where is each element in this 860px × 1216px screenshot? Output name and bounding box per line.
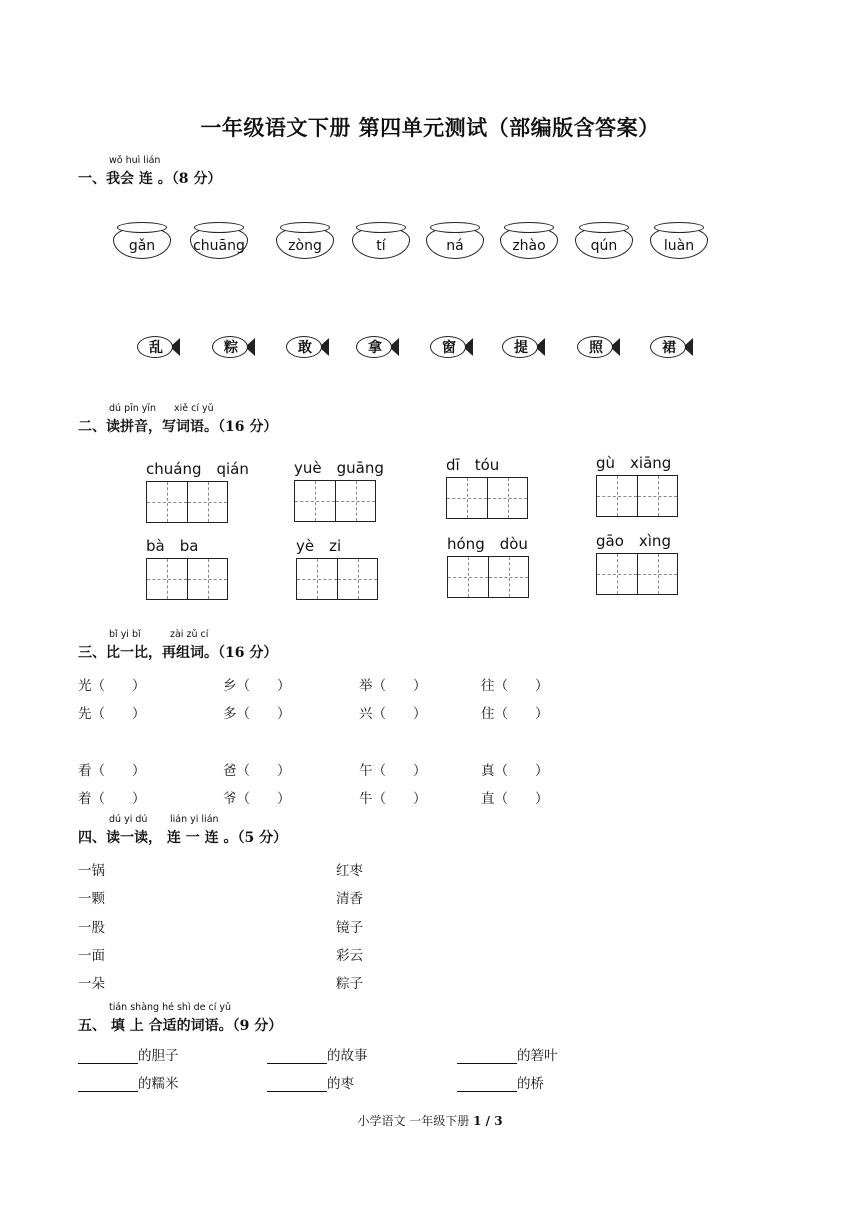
pot-pinyin: tí bbox=[376, 238, 386, 254]
pot-pinyin: ná bbox=[446, 238, 464, 254]
pinyin-label bbox=[146, 537, 198, 555]
writing-cell[interactable] bbox=[147, 559, 187, 599]
fill-item bbox=[267, 1044, 368, 1064]
guide-line-vertical bbox=[356, 481, 357, 521]
compare-item[interactable]: 多（ ） bbox=[223, 706, 291, 722]
fish-card[interactable] bbox=[210, 333, 256, 361]
pinyin-syllable: yuè bbox=[294, 459, 322, 477]
writing-grid bbox=[296, 558, 378, 600]
guide-line-vertical bbox=[317, 559, 318, 599]
writing-cell[interactable] bbox=[448, 557, 488, 597]
pinyin-label bbox=[596, 532, 671, 550]
pinyin-label bbox=[596, 454, 671, 472]
compare-item[interactable]: 先（ ） bbox=[78, 706, 146, 722]
pinyin-label bbox=[294, 459, 384, 477]
section-4-label: 四、读一读， 连 一 连 。（5 分） bbox=[78, 830, 288, 846]
guide-line-vertical bbox=[208, 559, 209, 599]
fill-blank[interactable] bbox=[78, 1049, 138, 1064]
footer-page: 1 / 3 bbox=[473, 1114, 503, 1128]
guide-line-vertical bbox=[167, 482, 168, 522]
section-5-label: 五、 填 上 合适的词语。（9 分） bbox=[78, 1018, 283, 1034]
guide-line-vertical bbox=[509, 557, 510, 597]
pinyin-syllable: gù bbox=[596, 454, 616, 472]
pot-rim bbox=[117, 222, 167, 233]
pinyin-syllable: qián bbox=[216, 460, 249, 478]
pinyin-syllable: ba bbox=[179, 537, 199, 555]
fish-card[interactable] bbox=[575, 333, 621, 361]
writing-cell[interactable] bbox=[295, 481, 335, 521]
match-right-item[interactable]: 粽子 bbox=[336, 976, 363, 992]
writing-grid bbox=[146, 481, 228, 523]
compare-item[interactable]: 直（ ） bbox=[481, 791, 549, 807]
fish-character: 窗 bbox=[442, 340, 456, 356]
pot-card[interactable] bbox=[426, 222, 484, 264]
pinyin-syllable: guāng bbox=[336, 459, 384, 477]
writing-grid bbox=[447, 556, 529, 598]
compare-item[interactable]: 举（ ） bbox=[359, 678, 427, 694]
section-3-pinyin-2: zài zǔ cí bbox=[170, 629, 209, 640]
guide-line-vertical bbox=[658, 554, 659, 594]
pot-pinyin: zòng bbox=[288, 238, 322, 254]
fill-blank[interactable] bbox=[457, 1077, 517, 1092]
page-title: 一年级语文下册 第四单元测试（部编版含答案） bbox=[200, 116, 660, 140]
pinyin-syllable: xìng bbox=[638, 532, 671, 550]
fill-blank[interactable] bbox=[267, 1049, 327, 1064]
fill-item bbox=[78, 1072, 179, 1092]
compare-item[interactable]: 爸（ ） bbox=[223, 763, 291, 779]
match-left-item[interactable]: 一锅 bbox=[78, 863, 105, 879]
fish-card[interactable] bbox=[135, 333, 181, 361]
match-right-item[interactable]: 清香 bbox=[336, 891, 363, 907]
section-1-label: 一、我会 连 。（8 分） bbox=[78, 171, 222, 187]
pot-pinyin: zhào bbox=[512, 238, 546, 254]
fish-character: 提 bbox=[514, 340, 528, 356]
fill-item bbox=[267, 1072, 354, 1092]
section-2-pinyin-2: xiě cí yǔ bbox=[174, 403, 214, 414]
pot-card[interactable] bbox=[190, 222, 248, 264]
guide-line-vertical bbox=[508, 478, 509, 518]
fish-card[interactable] bbox=[284, 333, 330, 361]
writing-cell[interactable] bbox=[597, 476, 637, 516]
fish-character: 照 bbox=[589, 340, 603, 356]
fill-blank[interactable] bbox=[78, 1077, 138, 1092]
guide-line-vertical bbox=[617, 476, 618, 516]
pinyin-syllable: bà bbox=[146, 537, 165, 555]
fill-text: 的胆子 bbox=[138, 1048, 179, 1064]
guide-line-vertical bbox=[358, 559, 359, 599]
section-5-pinyin: tián shàng hé shì de cí yǔ bbox=[109, 1002, 232, 1013]
section-2-pinyin-1: dú pīn yīn bbox=[109, 403, 157, 414]
compare-item[interactable]: 住（ ） bbox=[481, 706, 549, 722]
pinyin-syllable: yè bbox=[296, 537, 315, 555]
fill-blank[interactable] bbox=[457, 1049, 517, 1064]
writing-cell[interactable] bbox=[297, 559, 337, 599]
section-2-heading bbox=[78, 403, 278, 436]
compare-item[interactable]: 午（ ） bbox=[359, 763, 427, 779]
pinyin-syllable: dòu bbox=[499, 535, 528, 553]
pot-rim bbox=[430, 222, 480, 233]
section-4-heading bbox=[78, 814, 288, 847]
compare-item[interactable]: 爷（ ） bbox=[223, 791, 291, 807]
writing-cell[interactable] bbox=[337, 559, 377, 599]
compare-item[interactable]: 往（ ） bbox=[481, 678, 549, 694]
pot-pinyin: luàn bbox=[663, 238, 695, 254]
pot-rim bbox=[356, 222, 406, 233]
pot-pinyin: qún bbox=[590, 238, 618, 254]
fill-item bbox=[78, 1044, 179, 1064]
writing-cell[interactable] bbox=[637, 476, 677, 516]
pinyin-syllable: hóng bbox=[447, 535, 485, 553]
pot-card[interactable] bbox=[276, 222, 334, 264]
writing-cell[interactable] bbox=[488, 557, 528, 597]
match-right-item[interactable]: 红枣 bbox=[336, 863, 363, 879]
guide-line-vertical bbox=[208, 482, 209, 522]
fish-card[interactable] bbox=[428, 333, 474, 361]
pinyin-syllable: dī bbox=[446, 456, 460, 474]
pinyin-label bbox=[296, 537, 341, 555]
pinyin-label bbox=[446, 456, 499, 474]
guide-line-vertical bbox=[468, 557, 469, 597]
writing-grid bbox=[596, 475, 678, 517]
pot-card[interactable] bbox=[650, 222, 708, 264]
pot-pinyin: gǎn bbox=[128, 238, 156, 254]
pinyin-label bbox=[447, 535, 528, 553]
compare-item[interactable]: 着（ ） bbox=[78, 791, 146, 807]
pot-card[interactable] bbox=[575, 222, 633, 264]
compare-item[interactable]: 光（ ） bbox=[78, 678, 146, 694]
pot-rim bbox=[579, 222, 629, 233]
compare-item[interactable]: 兴（ ） bbox=[359, 706, 427, 722]
pinyin-syllable: chuáng bbox=[146, 460, 202, 478]
match-right-item[interactable]: 镜子 bbox=[336, 920, 363, 936]
compare-item[interactable]: 看（ ） bbox=[78, 763, 146, 779]
pot-card[interactable] bbox=[113, 222, 171, 264]
section-1-pinyin: wǒ huì lián bbox=[109, 155, 161, 166]
compare-item[interactable]: 乡（ ） bbox=[223, 678, 291, 694]
section-3-pinyin-1: bǐ yi bǐ bbox=[109, 629, 141, 640]
page-footer bbox=[0, 1112, 860, 1129]
guide-line-vertical bbox=[617, 554, 618, 594]
writing-cell[interactable] bbox=[147, 482, 187, 522]
writing-grid bbox=[446, 477, 528, 519]
pinyin-label bbox=[146, 460, 249, 478]
section-2-label: 二、读拼音，写词语。（16 分） bbox=[78, 419, 278, 435]
match-left-item[interactable]: 一颗 bbox=[78, 891, 105, 907]
fish-card[interactable] bbox=[648, 333, 694, 361]
pot-rim bbox=[194, 222, 244, 233]
writing-cell[interactable] bbox=[447, 478, 487, 518]
guide-line-vertical bbox=[167, 559, 168, 599]
pot-card[interactable] bbox=[500, 222, 558, 264]
match-left-item[interactable]: 一面 bbox=[78, 948, 105, 964]
writing-grid bbox=[146, 558, 228, 600]
pinyin-syllable: xiāng bbox=[630, 454, 672, 472]
writing-cell[interactable] bbox=[335, 481, 375, 521]
section-3-label: 三、比一比，再组词。（16 分） bbox=[78, 645, 278, 661]
guide-line-vertical bbox=[467, 478, 468, 518]
fill-text: 的箬叶 bbox=[517, 1048, 558, 1064]
section-4-pinyin-1: dú yi dú bbox=[109, 814, 148, 825]
guide-line-vertical bbox=[658, 476, 659, 516]
pot-rim bbox=[280, 222, 330, 233]
fill-text: 的糯米 bbox=[138, 1076, 179, 1092]
fill-text: 的故事 bbox=[327, 1048, 368, 1064]
pot-rim bbox=[654, 222, 704, 233]
section-3-heading bbox=[78, 629, 278, 662]
writing-cell[interactable] bbox=[187, 559, 227, 599]
writing-cell[interactable] bbox=[487, 478, 527, 518]
writing-cell[interactable] bbox=[597, 554, 637, 594]
fish-character: 粽 bbox=[224, 340, 238, 356]
fill-item bbox=[457, 1044, 558, 1064]
section-1-heading bbox=[78, 155, 222, 188]
fish-character: 敢 bbox=[298, 340, 312, 356]
section-4-pinyin-2: lián yi lián bbox=[170, 814, 219, 825]
pinyin-syllable: tóu bbox=[474, 456, 500, 474]
fill-text: 的枣 bbox=[327, 1076, 354, 1092]
fish-card[interactable] bbox=[354, 333, 400, 361]
pinyin-syllable: zi bbox=[329, 537, 342, 555]
pot-rim bbox=[504, 222, 554, 233]
guide-line-vertical bbox=[315, 481, 316, 521]
footer-text: 小学语文 一年级下册 bbox=[357, 1114, 470, 1128]
match-right-item[interactable]: 彩云 bbox=[336, 948, 363, 964]
fish-character: 乱 bbox=[149, 340, 163, 356]
match-left-item[interactable]: 一朵 bbox=[78, 976, 105, 992]
pot-pinyin: chuāng bbox=[193, 238, 245, 254]
match-left-item[interactable]: 一股 bbox=[78, 920, 105, 936]
fill-text: 的桥 bbox=[517, 1076, 544, 1092]
fish-character: 裙 bbox=[662, 340, 676, 356]
fill-item bbox=[457, 1072, 544, 1092]
pinyin-syllable: gāo bbox=[596, 532, 624, 550]
section-5-heading bbox=[78, 1002, 283, 1035]
fill-blank[interactable] bbox=[267, 1077, 327, 1092]
fish-card[interactable] bbox=[500, 333, 546, 361]
compare-item[interactable]: 真（ ） bbox=[481, 763, 549, 779]
writing-cell[interactable] bbox=[187, 482, 227, 522]
writing-grid bbox=[596, 553, 678, 595]
writing-cell[interactable] bbox=[637, 554, 677, 594]
pot-card[interactable] bbox=[352, 222, 410, 264]
writing-grid bbox=[294, 480, 376, 522]
compare-item[interactable]: 牛（ ） bbox=[359, 791, 427, 807]
fish-character: 拿 bbox=[368, 340, 382, 356]
